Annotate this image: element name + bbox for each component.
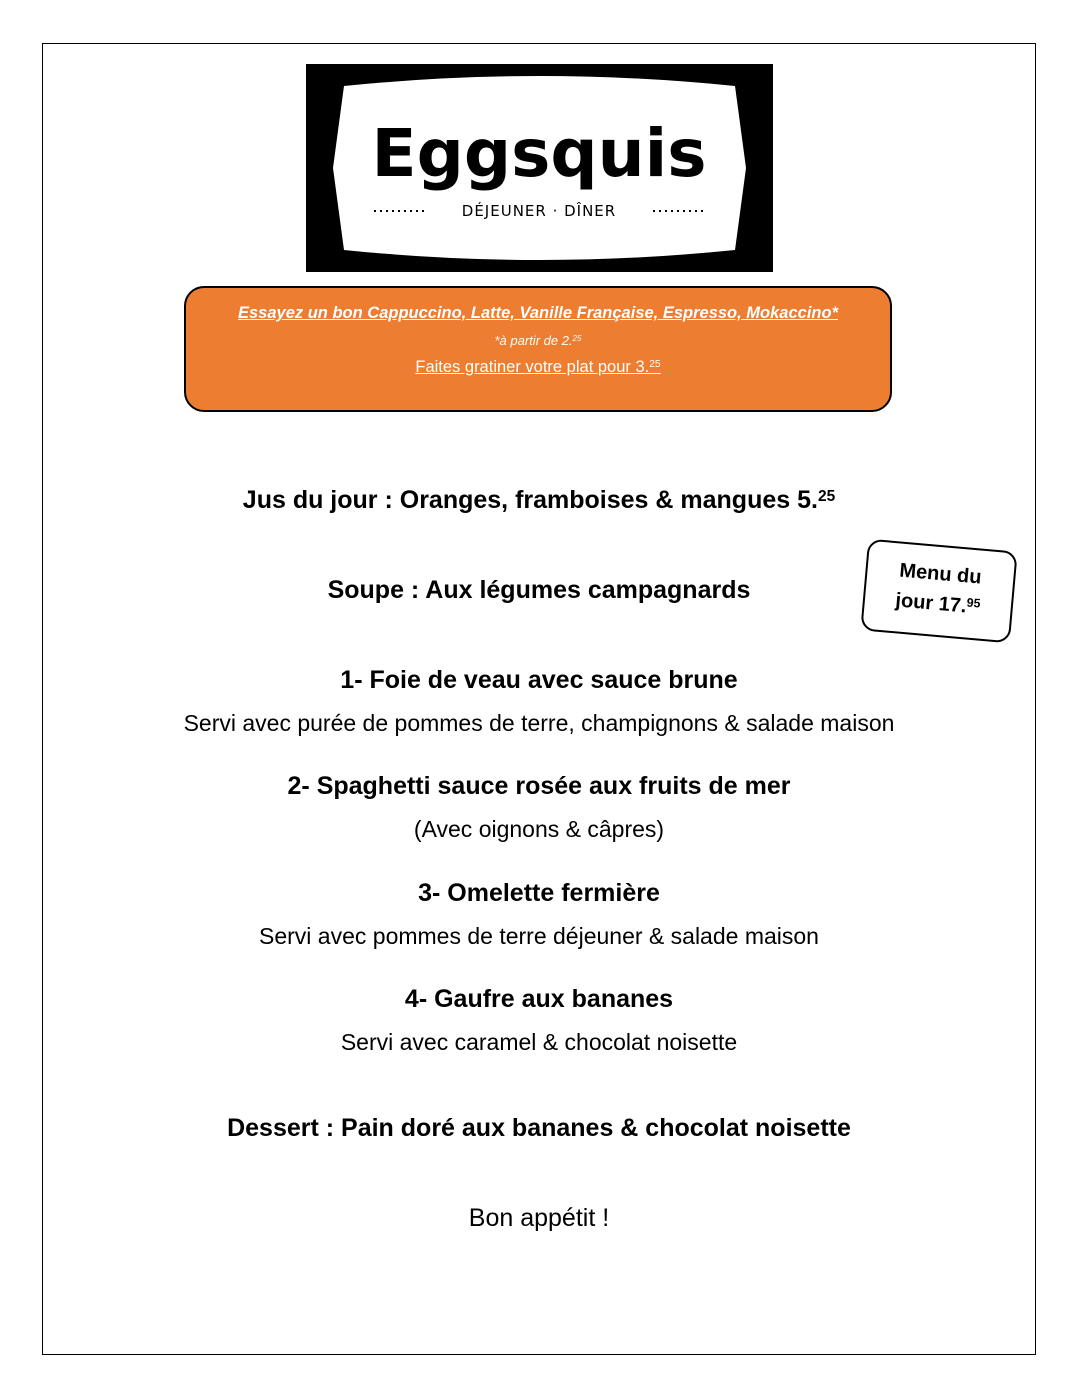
closing-text: Bon appétit ! (468, 1204, 610, 1232)
juice-of-the-day: Jus du jour : Oranges, framboises & mangues 5.25 (242, 486, 836, 514)
dish-3-description: Servi avec pommes de terre déjeuner & salade maison (259, 923, 819, 949)
logo-name: Eggsquis (371, 115, 707, 192)
soup-of-the-day: Soupe : Aux légumes campagnards (327, 576, 751, 604)
dish-3-title: 3- Omelette fermière (418, 879, 660, 907)
logo-tagline: DÉJEUNER · DÎNER (461, 202, 617, 220)
sticker-line2: jour 17.95 (894, 589, 982, 618)
dish-2-description: (Avec oignons & câpres) (413, 816, 665, 842)
dish-2-title: 2- Spaghetti sauce rosée aux fruits de mer (287, 772, 791, 800)
dessert: Dessert : Pain doré aux bananes & chocolat noisette (227, 1114, 851, 1142)
promo-gratin-line: Faites gratiner votre plat pour 3.25 (415, 358, 661, 376)
sticker-line1: Menu du (898, 559, 983, 589)
dish-1-title: 1- Foie de veau avec sauce brune (340, 666, 738, 694)
promo-price-note: *à partir de 2.25 (494, 333, 582, 348)
dish-1-description: Servi avec purée de pommes de terre, champignons & salade maison (183, 710, 895, 736)
dish-4-title: 4- Gaufre aux bananes (404, 985, 674, 1013)
promo-coffee-line: Essayez un bon Cappuccino, Latte, Vanille Française, Espresso, Mokaccino* (238, 304, 838, 322)
eggsquis-logo (306, 64, 773, 272)
promo-box (184, 286, 892, 412)
dish-4-description: Servi avec caramel & chocolat noisette (340, 1029, 738, 1055)
